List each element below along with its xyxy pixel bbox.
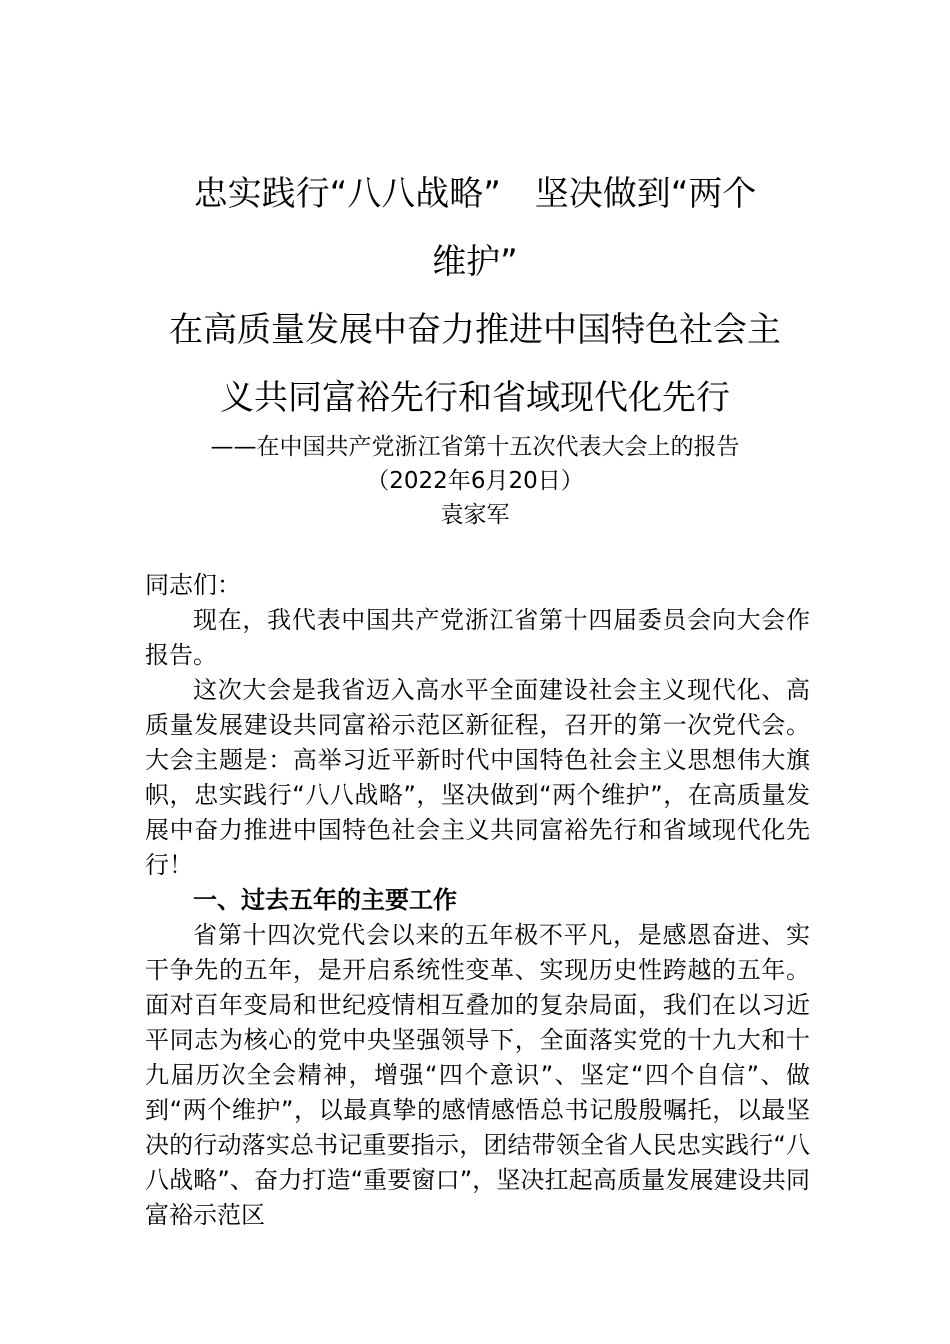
body-paragraph: 现在，我代表中国共产党浙江省第十四届委员会向大会作报告。 xyxy=(145,606,810,669)
body-paragraph: 省第十四次党代会以来的五年极不平凡，是感恩奋进、实干争先的五年，是开启系统性变革、实现历史性跨越的五年。面对百年变局和世纪疫情相互叠加的复杂局面，我们在以习近平同志为核心的党中央坚强领导下，全面落实党的十九大和十九届历次全会精神，增强“四个意识”、坚定“四个自信”、做到“两个维护”，以最真挚的感情感悟总书记殷殷嘱托，以最坚决的行动落实总书记重要指示，团结带领全省人民忠实践行“八八战略”、奋力打造“重要窗口”，坚决扛起高质量发展建设共同富裕示范区 xyxy=(145,921,810,1229)
report-body xyxy=(145,568,810,1233)
body-paragraph: 这次大会是我省迈入高水平全面建设社会主义现代化、高质量发展建设共同富裕示范区新征程，召开的第一次党代会。大会主题是：高举习近平新时代中国特色社会主义思想伟大旗帜，忠实践行“八八战略”，坚决做到“两个维护”，在高质量发展中奋力推进中国特色社会主义共同富裕先行和省域现代化先行！ xyxy=(145,676,810,879)
salutation: 同志们： xyxy=(145,571,241,599)
title-line-3: 在高质量发展中奋力推进中国特色社会主 xyxy=(169,310,781,350)
title-line-2: 维护” xyxy=(432,242,518,282)
report-date: （2022年6月20日） xyxy=(366,468,584,494)
report-title xyxy=(145,160,805,432)
report-subtitle: ——在中国共产党浙江省第十五次代表大会上的报告 xyxy=(210,434,740,460)
section-heading: 一、过去五年的主要工作 xyxy=(193,886,457,914)
report-meta xyxy=(145,430,805,532)
title-line-1: 忠实践行“八八战略” 坚决做到“两个 xyxy=(193,174,757,214)
report-author: 袁家军 xyxy=(440,502,510,528)
title-line-4: 义共同富裕先行和省域现代化先行 xyxy=(220,378,730,418)
